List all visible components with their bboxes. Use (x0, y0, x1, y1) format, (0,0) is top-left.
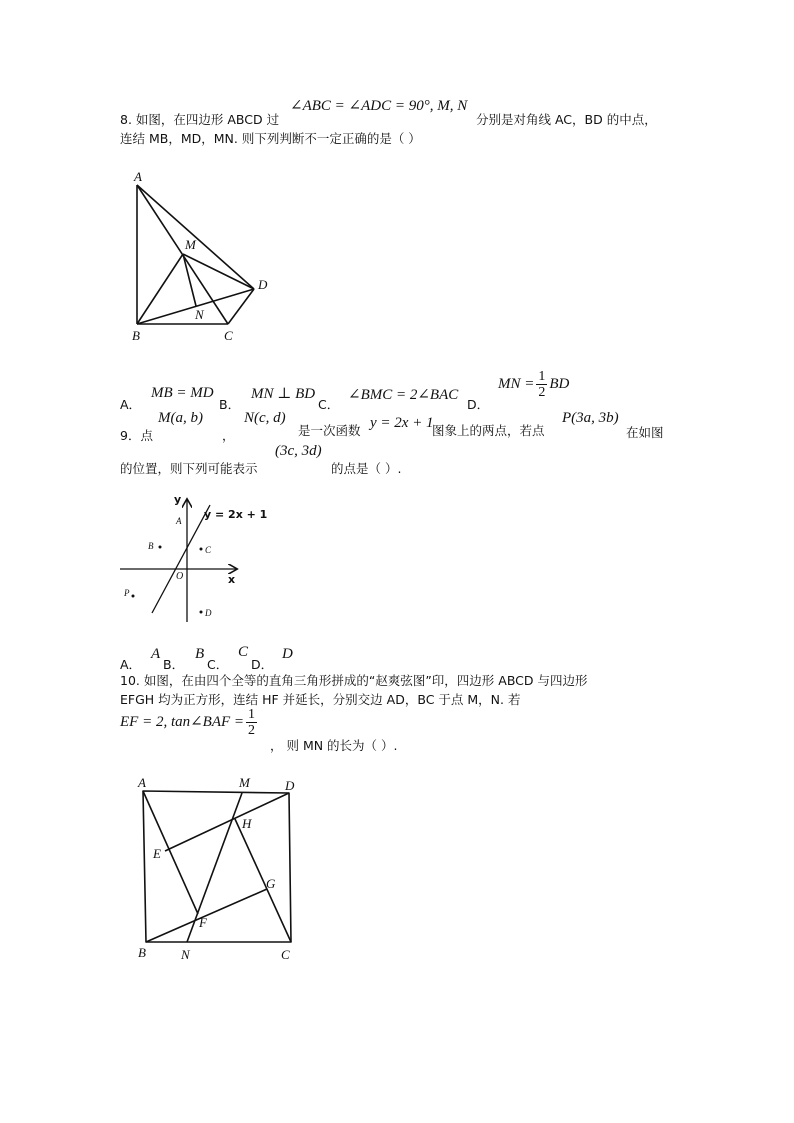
q9-coordinate-graph (115, 488, 285, 628)
q9-point-dot-p (132, 595, 135, 598)
q10-label-b: B (138, 945, 146, 960)
q9-option-c[interactable]: C (238, 644, 249, 660)
q9-point-label-b: B (148, 541, 154, 551)
q9-option-a[interactable]: A (151, 646, 161, 662)
q8-label-b: B (132, 328, 140, 343)
q10-segment-ch (235, 819, 291, 942)
q10-condition (120, 707, 259, 738)
q8-segment-mn (183, 254, 196, 306)
q9-point-n: N(c, d) (244, 410, 286, 426)
q10-label-d: D (285, 778, 295, 793)
q9-option-d-letter[interactable]: D． (251, 657, 274, 672)
q9-stem-prefix: 9．点 (120, 428, 153, 443)
q9-comma: ， (222, 428, 235, 443)
q9-point-label-a: A (176, 516, 182, 526)
q9-origin-label: O (176, 571, 184, 582)
q9-option-b[interactable]: B (195, 646, 205, 662)
q10-label-c: C (281, 947, 290, 962)
q8-option-c[interactable]: ∠BMC = 2∠BAC (348, 387, 459, 403)
q9-point-dot-d (200, 611, 203, 614)
q9-option-d[interactable]: D (282, 646, 293, 662)
q9-x-axis-label: x (228, 573, 236, 586)
q10-square-abcd (143, 791, 291, 942)
q8-option-d-denominator: 2 (538, 385, 546, 400)
q8-label-m: M (185, 237, 196, 252)
q9-point-dot-c (200, 548, 203, 551)
q9-stem-mid2: 图象上的两点，若点 (432, 423, 545, 438)
q8-stem-part2: 分别是对角线 AC，BD 的中点， (476, 112, 657, 127)
q10-condition-denominator: 2 (248, 723, 256, 738)
q10-segment-de (165, 793, 289, 851)
q8-option-d[interactable] (498, 369, 569, 400)
q9-line-label: y = 2x + 1 (204, 508, 268, 521)
q8-option-a[interactable]: MB = MD (151, 385, 214, 401)
q10-stem-line2: EFGH 均为正方形，连结 HF 并延长，分别交边 AD，BC 于点 M，N. 若 (120, 692, 521, 707)
q10-segment-af (143, 791, 198, 914)
q8-label-c: C (224, 328, 233, 343)
q8-option-b[interactable]: MN ⊥ BD (251, 386, 316, 402)
q10-zhaoshuang-figure (130, 770, 305, 962)
q9-function: y = 2x + 1 (370, 415, 434, 431)
q10-segment-mn (187, 793, 242, 942)
q9-y-axis-label: y (174, 493, 182, 506)
q8-option-d-lhs: MN = (498, 375, 535, 392)
q8-edge-cd (228, 289, 254, 324)
q9-point-label-d: D (205, 608, 212, 618)
q10-stem-tail: ， 则 MN 的长为（ ）. (270, 738, 398, 753)
q10-condition-lhs: EF = 2, tan∠BAF = (120, 713, 245, 730)
q8-option-c-letter[interactable]: C． (318, 397, 340, 412)
q8-option-d-rhs: BD (549, 375, 570, 392)
q10-label-h: H (242, 816, 252, 831)
q8-option-d-numerator: 1 (538, 369, 546, 384)
q10-label-f: F (199, 915, 207, 930)
q8-label-n: N (195, 307, 204, 322)
q8-option-a-letter[interactable]: A． (120, 397, 142, 412)
q8-option-d-fraction (536, 369, 547, 400)
q8-option-b-letter[interactable]: B． (219, 397, 241, 412)
q9-stem-tail: 在如图 (626, 425, 664, 440)
q9-stem-line2b: 的点是（ ）. (331, 461, 402, 476)
q10-label-m: M (239, 775, 250, 790)
q9-target-point: (3c, 3d) (275, 443, 322, 459)
q9-stem-mid: 是一次函数 (298, 423, 361, 438)
q9-point-label-c: C (205, 545, 212, 555)
q8-condition-math: ∠ABC = ∠ADC = 90°, M, N (290, 98, 468, 114)
q9-option-a-letter[interactable]: A． (120, 657, 142, 672)
q9-point-m: M(a, b) (158, 410, 203, 426)
q10-label-a: A (138, 775, 146, 790)
q10-condition-numerator: 1 (248, 707, 256, 722)
q8-label-d: D (258, 277, 268, 292)
q8-stem-line2: 连结 MB，MD，MN. 则下列判断不一定正确的是（ ） (120, 131, 421, 146)
q8-stem-part1: 8. 如图，在四边形 ABCD 过 (120, 112, 280, 127)
q9-point-dot-b (159, 546, 162, 549)
q8-label-a: A (134, 169, 142, 184)
q8-option-d-letter[interactable]: D． (467, 397, 490, 412)
q9-point-p: P(3a, 3b) (562, 410, 619, 426)
q10-label-n: N (181, 947, 190, 962)
q8-segment-mb (137, 254, 183, 324)
q10-stem-line1: 10. 如图，在由四个全等的直角三角形拼成的“赵爽弦图”印，四边形 ABCD 与四边形 (120, 673, 588, 688)
q10-label-e: E (153, 846, 161, 861)
q10-label-g: G (266, 876, 276, 891)
q9-stem-line2a: 的位置，则下列可能表示 (120, 461, 258, 476)
q9-option-b-letter[interactable]: B． (163, 657, 185, 672)
q9-point-label-p: P (124, 588, 130, 598)
q9-option-c-letter[interactable]: C． (207, 657, 229, 672)
q10-condition-fraction (246, 707, 257, 738)
q8-quadrilateral-figure (125, 165, 285, 350)
